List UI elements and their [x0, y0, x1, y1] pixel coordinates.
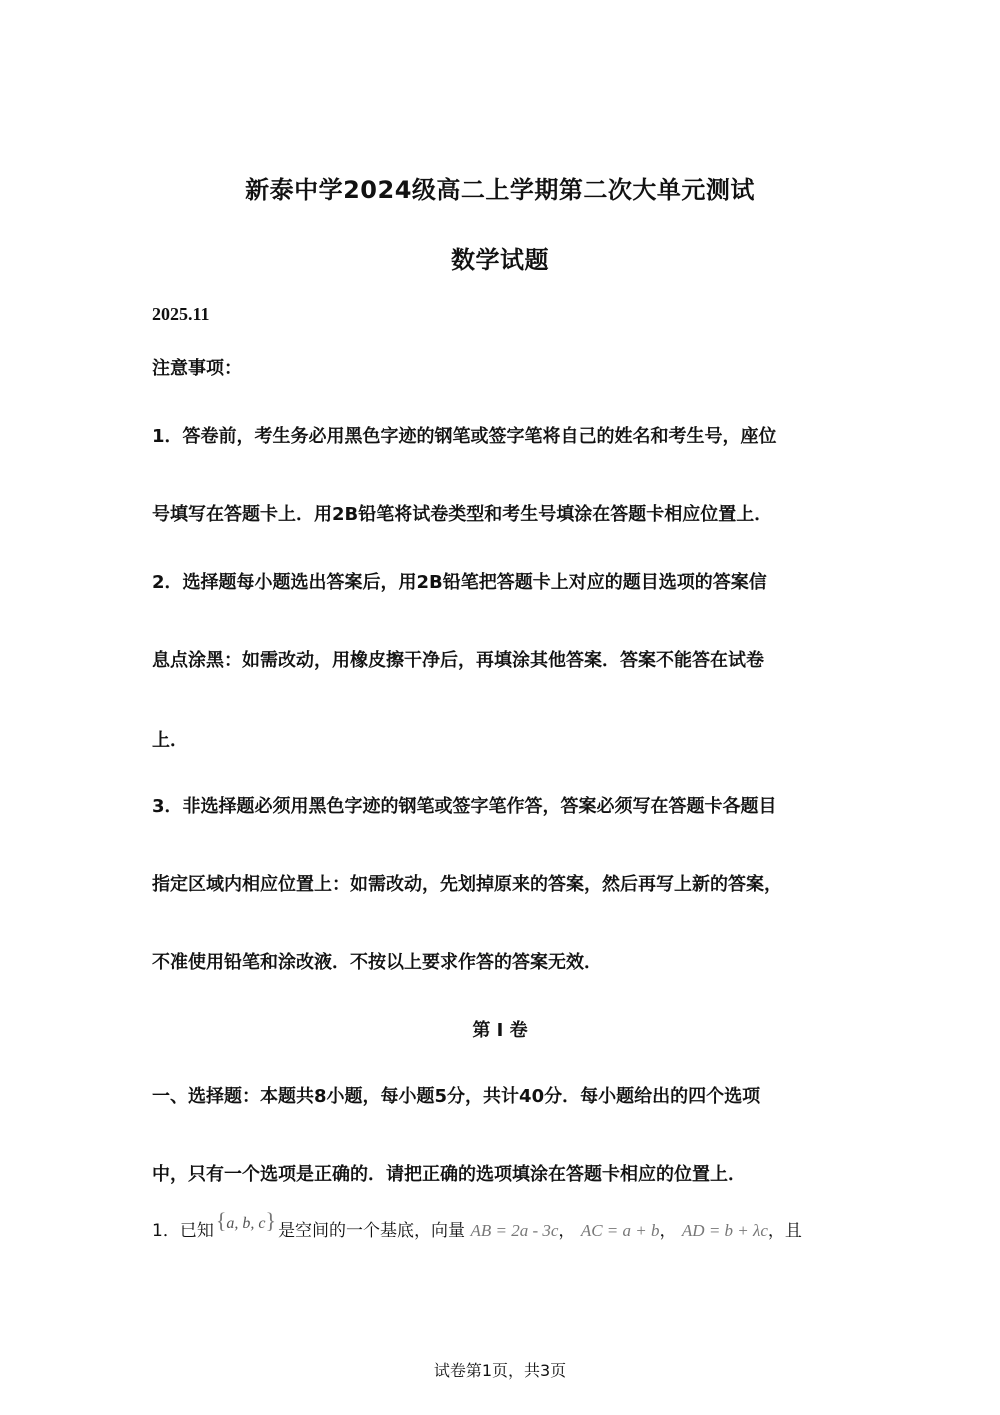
basis-vectors: a, b, c [226, 1215, 266, 1232]
note-line: 号填写在答题卡上．用2B铅笔将试卷类型和考生号填涂在答题卡相应位置上． [152, 504, 773, 525]
separator: ， [659, 1221, 677, 1241]
notes-heading: 注意事项： [152, 358, 242, 379]
section-instruction-line: 中，只有一个选项是正确的．请把正确的选项填涂在答题卡相应的位置上． [152, 1164, 746, 1185]
vector-equation-ac: AC = a + b [580, 1221, 660, 1240]
note-line: 上． [152, 730, 188, 751]
page-footer: 试卷第1页，共3页 [433, 1361, 567, 1380]
exam-subtitle: 数学试题 [451, 246, 549, 274]
note-line: 指定区域内相应位置上：如需改动，先划掉原来的答案，然后再写上新的答案， [152, 874, 782, 895]
part-title: 第 I 卷 [472, 1020, 528, 1041]
section-instruction-line: 一、选择题：本题共8小题，每小题5分，共计40分．每小题给出的四个选项 [152, 1086, 761, 1107]
note-line: 2．选择题每小题选出答案后，用2B铅笔把答题卡上对应的题目选项的答案信 [152, 572, 767, 593]
vector-equation-ad: AD = b + λc [681, 1221, 768, 1240]
vector-equation-ab: AB = 2a - 3c [470, 1221, 559, 1240]
question-1 [152, 1208, 872, 1242]
note-line: 1．答卷前，考生务必用黑色字迹的钢笔或签字笔将自己的姓名和考生号，座位 [152, 426, 777, 447]
note-line: 3．非选择题必须用黑色字迹的钢笔或签字笔作答，答案必须写在答题卡各题目 [152, 796, 777, 817]
exam-title: 新泰中学2024级高二上学期第二次大单元测试 [245, 176, 755, 204]
note-line: 不准使用铅笔和涂改液．不按以上要求作答的答案无效． [152, 952, 602, 973]
exam-date: 2025.11 [152, 304, 210, 324]
question-number: 1．已知 [152, 1221, 214, 1241]
basis-set: {a, b, c} [215, 1208, 277, 1233]
question-text-continued: ，且 [767, 1221, 802, 1241]
note-line: 息点涂黑：如需改动，用橡皮擦干净后，再填涂其他答案．答案不能答在试卷 [152, 650, 764, 671]
separator: ， [558, 1221, 576, 1241]
question-text: 是空间的一个基底，向量 [278, 1221, 466, 1241]
